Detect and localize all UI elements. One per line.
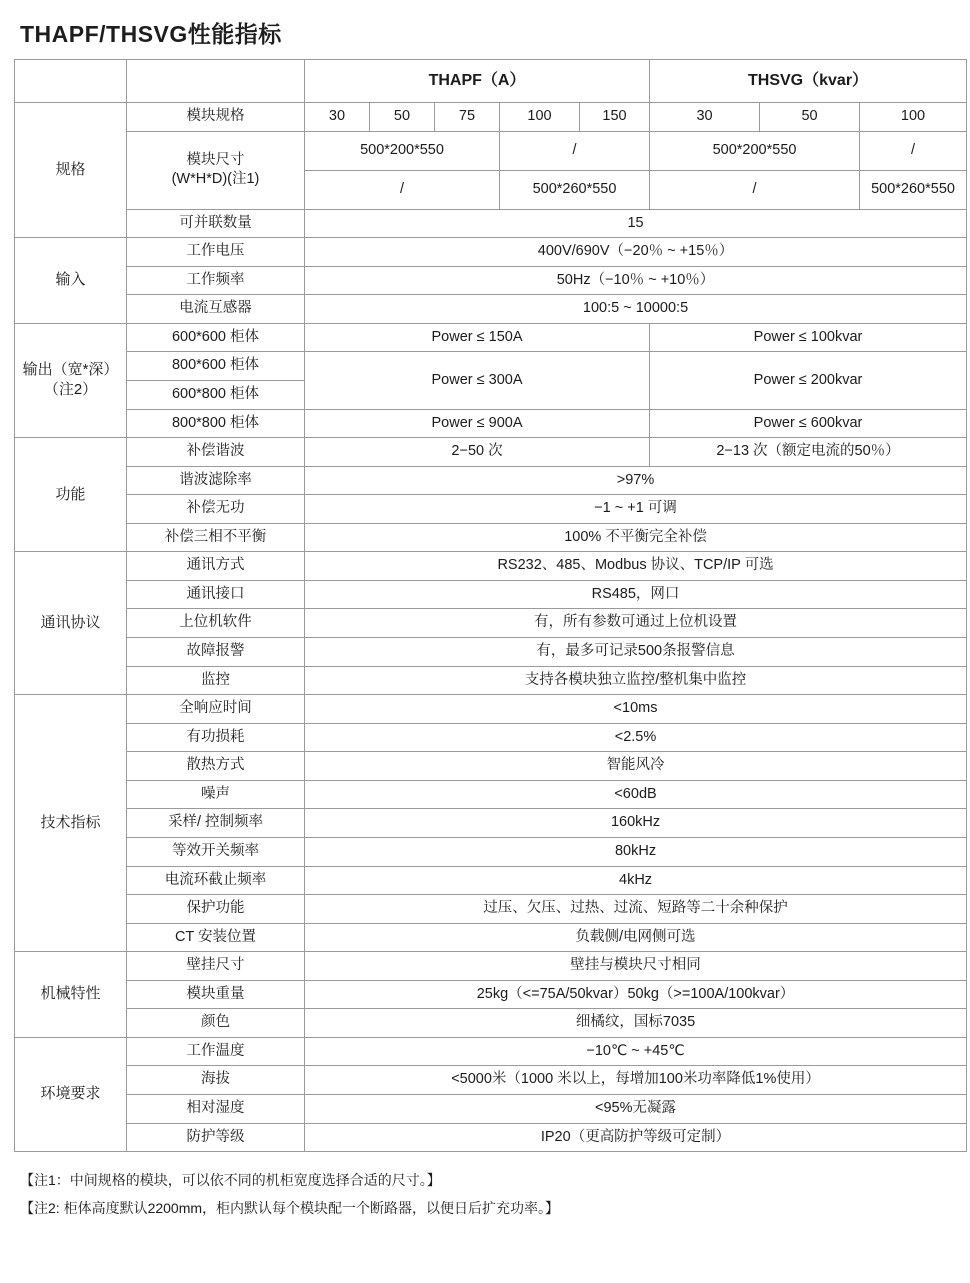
label-comm-interface: 通讯接口 — [127, 580, 305, 609]
label-sampling-frequency: 采样/ 控制频率 — [127, 809, 305, 838]
label-monitoring: 监控 — [127, 666, 305, 695]
value-protection-function: 过压、欠压、过热、过流、短路等二十余种保护 — [305, 895, 967, 924]
label-reactive-compensation: 补偿无功 — [127, 495, 305, 524]
table-row — [15, 866, 967, 895]
value-cabinet-800-600-thsvg: Power ≤ 200kvar — [650, 352, 967, 409]
category-function: 功能 — [15, 438, 127, 552]
value-switching-frequency: 80kHz — [305, 837, 967, 866]
value-size-r2-right2: 500*260*550 — [860, 170, 967, 209]
category-environment: 环境要求 — [15, 1037, 127, 1151]
value-current-transformer: 100:5 ~ 10000:5 — [305, 295, 967, 324]
table-row — [15, 1095, 967, 1124]
label-module-size-line1: 模块尺寸 — [186, 151, 245, 168]
value-host-software: 有，所有参数可通过上位机设置 — [305, 609, 967, 638]
table-header-row — [15, 60, 967, 103]
label-fault-alarm: 故障报警 — [127, 638, 305, 667]
value-response-time: <10ms — [305, 695, 967, 724]
table-row — [15, 580, 967, 609]
label-protection-function: 保护功能 — [127, 895, 305, 924]
value-reactive-compensation: −1 ~ +1 可调 — [305, 495, 967, 524]
label-switching-frequency: 等效开关频率 — [127, 837, 305, 866]
value-size-r2-left: / — [305, 170, 500, 209]
table-row — [15, 103, 967, 132]
value-cabinet-800-800-thsvg: Power ≤ 600kvar — [650, 409, 967, 438]
table-row — [15, 923, 967, 952]
value-wall-mount-size: 壁挂与模块尺寸相同 — [305, 952, 967, 981]
label-parallel-count: 可并联数量 — [127, 209, 305, 238]
specifications-table — [14, 59, 967, 1152]
category-spec: 规格 — [15, 103, 127, 238]
header-blank-category — [15, 60, 127, 103]
category-mechanical: 机械特性 — [15, 952, 127, 1038]
table-row — [15, 837, 967, 866]
label-host-software: 上位机软件 — [127, 609, 305, 638]
table-row — [15, 1066, 967, 1095]
value-fault-alarm: 有，最多可记录500条报警信息 — [305, 638, 967, 667]
table-row — [15, 209, 967, 238]
table-row — [15, 438, 967, 467]
value-size-r1-right1: 500*200*550 — [650, 131, 860, 170]
value-cabinet-800-600-thapf: Power ≤ 300A — [305, 352, 650, 409]
value-module-spec-2: 75 — [435, 103, 500, 132]
footnotes — [20, 1166, 956, 1222]
value-sampling-frequency: 160kHz — [305, 809, 967, 838]
table-row — [15, 780, 967, 809]
label-module-size-line2: (W*H*D)(注1) — [171, 171, 260, 188]
value-size-r1-right2: / — [860, 131, 967, 170]
label-altitude: 海拔 — [127, 1066, 305, 1095]
value-comm-method: RS232、485、Modbus 协议、TCP/IP 可选 — [305, 552, 967, 581]
table-row — [15, 752, 967, 781]
footnote-1: 【注1：中间规格的模块，可以依不同的机柜宽度选择合适的尺寸。】 — [20, 1172, 441, 1189]
value-noise: <60dB — [305, 780, 967, 809]
table-row — [15, 1009, 967, 1038]
label-operating-temperature: 工作温度 — [127, 1037, 305, 1066]
label-cooling-method: 散热方式 — [127, 752, 305, 781]
label-relative-humidity: 相对湿度 — [127, 1095, 305, 1124]
table-row — [15, 695, 967, 724]
value-module-spec-0: 30 — [305, 103, 370, 132]
label-cabinet-600-800: 600*800 柜体 — [127, 380, 305, 409]
value-ct-position: 负载侧/电网侧可选 — [305, 923, 967, 952]
label-harmonic-filter-rate: 谐波滤除率 — [127, 466, 305, 495]
table-row — [15, 809, 967, 838]
value-current-loop-frequency: 4kHz — [305, 866, 967, 895]
category-technical: 技术指标 — [15, 695, 127, 952]
value-input-voltage: 400V/690V（−20％ ~ +15％） — [305, 238, 967, 267]
table-row — [15, 238, 967, 267]
label-active-loss: 有功损耗 — [127, 723, 305, 752]
label-noise: 噪声 — [127, 780, 305, 809]
value-module-spec-7: 100 — [860, 103, 967, 132]
value-relative-humidity: <95%无凝露 — [305, 1095, 967, 1124]
value-harmonic-filter-rate: >97% — [305, 466, 967, 495]
table-row — [15, 466, 967, 495]
page-title: THAPF/THSVG性能指标 — [20, 21, 282, 47]
value-color: 细橘纹，国标7035 — [305, 1009, 967, 1038]
value-ip-rating: IP20（更高防护等级可定制） — [305, 1123, 967, 1152]
table-row — [15, 523, 967, 552]
value-module-spec-3: 100 — [500, 103, 580, 132]
table-row — [15, 552, 967, 581]
label-comm-method: 通讯方式 — [127, 552, 305, 581]
value-parallel-count: 15 — [305, 209, 967, 238]
table-row — [15, 723, 967, 752]
label-module-weight: 模块重量 — [127, 980, 305, 1009]
value-active-loss: <2.5% — [305, 723, 967, 752]
label-ip-rating: 防护等级 — [127, 1123, 305, 1152]
label-color: 颜色 — [127, 1009, 305, 1038]
value-module-spec-5: 30 — [650, 103, 760, 132]
value-harmonic-thapf: 2−50 次 — [305, 438, 650, 467]
category-communication: 通讯协议 — [15, 552, 127, 695]
value-size-r2-right1: / — [650, 170, 860, 209]
value-cabinet-600-600-thsvg: Power ≤ 100kvar — [650, 323, 967, 352]
table-row — [15, 295, 967, 324]
label-current-loop-frequency: 电流环截止频率 — [127, 866, 305, 895]
table-row — [15, 352, 967, 381]
value-unbalance-compensation: 100% 不平衡完全补偿 — [305, 523, 967, 552]
value-size-r2-mid: 500*260*550 — [500, 170, 650, 209]
label-current-transformer: 电流互感器 — [127, 295, 305, 324]
table-row — [15, 1037, 967, 1066]
category-output-line1: 输出（宽*深） — [22, 361, 119, 379]
label-cabinet-800-800: 800*800 柜体 — [127, 409, 305, 438]
value-cabinet-600-600-thapf: Power ≤ 150A — [305, 323, 650, 352]
value-module-weight: 25kg（<=75A/50kvar）50kg（>=100A/100kvar） — [305, 980, 967, 1009]
table-row — [15, 323, 967, 352]
value-size-r1-mid: / — [500, 131, 650, 170]
table-row — [15, 1123, 967, 1152]
table-row — [15, 495, 967, 524]
header-thsvg: THSVG（kvar） — [650, 60, 967, 103]
label-input-voltage: 工作电压 — [127, 238, 305, 267]
value-operating-temperature: −10℃ ~ +45℃ — [305, 1037, 967, 1066]
label-ct-position: CT 安装位置 — [127, 923, 305, 952]
label-wall-mount-size: 壁挂尺寸 — [127, 952, 305, 981]
category-input: 输入 — [15, 238, 127, 324]
table-row — [15, 609, 967, 638]
table-row — [15, 409, 967, 438]
value-input-frequency: 50Hz（−10％ ~ +10％） — [305, 266, 967, 295]
value-cabinet-800-800-thapf: Power ≤ 900A — [305, 409, 650, 438]
table-row — [15, 266, 967, 295]
label-input-frequency: 工作频率 — [127, 266, 305, 295]
value-altitude: <5000米（1000 米以上，每增加100米功率降低1%使用） — [305, 1066, 967, 1095]
table-row — [15, 952, 967, 981]
table-row — [15, 980, 967, 1009]
value-size-r1-left: 500*200*550 — [305, 131, 500, 170]
label-cabinet-800-600: 800*600 柜体 — [127, 352, 305, 381]
value-cooling-method: 智能风冷 — [305, 752, 967, 781]
label-cabinet-600-600: 600*600 柜体 — [127, 323, 305, 352]
footnote-2: 【注2: 柜体高度默认2200mm，柜内默认每个模块配一个断路器，以便日后扩充功率。】 — [20, 1200, 560, 1217]
label-unbalance-compensation: 补偿三相不平衡 — [127, 523, 305, 552]
value-module-spec-6: 50 — [760, 103, 860, 132]
table-row — [15, 638, 967, 667]
value-harmonic-thsvg: 2−13 次（额定电流的50％） — [650, 438, 967, 467]
header-thapf: THAPF（A） — [305, 60, 650, 103]
table-row — [15, 666, 967, 695]
label-module-size — [127, 131, 305, 209]
value-monitoring: 支持各模块独立监控/整机集中监控 — [305, 666, 967, 695]
value-module-spec-1: 50 — [370, 103, 435, 132]
label-harmonic-compensation: 补偿谐波 — [127, 438, 305, 467]
value-module-spec-4: 150 — [580, 103, 650, 132]
table-row — [15, 895, 967, 924]
value-comm-interface: RS485，网口 — [305, 580, 967, 609]
category-output — [15, 323, 127, 437]
category-output-line2: （注2） — [43, 381, 98, 399]
header-blank-subcategory — [127, 60, 305, 103]
table-row — [15, 131, 967, 170]
label-response-time: 全响应时间 — [127, 695, 305, 724]
label-module-spec: 模块规格 — [127, 103, 305, 132]
